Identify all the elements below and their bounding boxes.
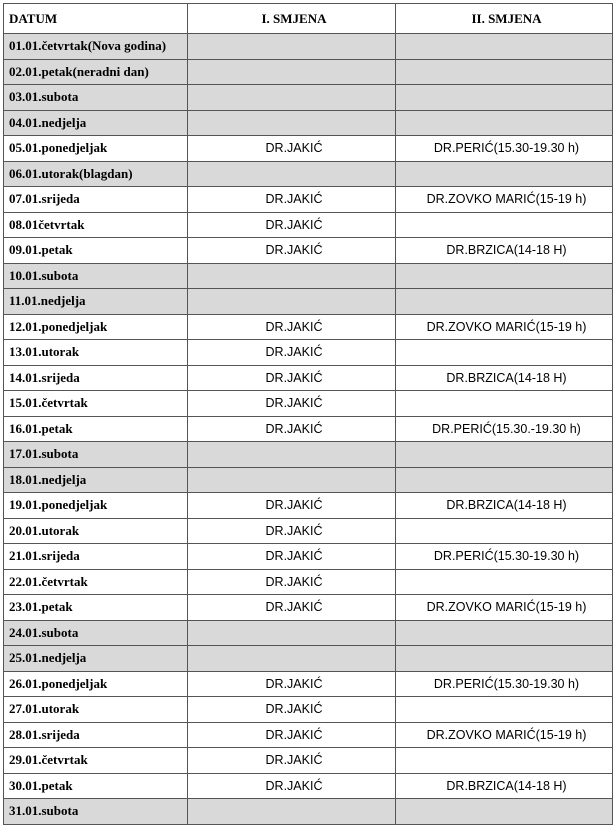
date-cell: 06.01.utorak(blagdan) [4,161,188,187]
table-row [4,161,613,187]
shift-1-cell [188,799,396,825]
shift-1-cell: DR.JAKIĆ [188,569,396,595]
shift-2-cell: DR.BRZICA(14-18 H) [396,493,613,519]
shift-1-cell: DR.JAKIĆ [188,391,396,417]
table-body [4,34,613,825]
shift-1-cell: DR.JAKIĆ [188,544,396,570]
date-cell: 20.01.utorak [4,518,188,544]
table-row [4,569,613,595]
shift-1-cell [188,85,396,111]
date-cell: 26.01.ponedjeljak [4,671,188,697]
table-row [4,136,613,162]
shift-1-cell [188,289,396,315]
shift-2-cell [396,161,613,187]
shift-2-cell: DR.PERIĆ(15.30.-19.30 h) [396,416,613,442]
date-cell: 19.01.ponedjeljak [4,493,188,519]
shift-2-cell: DR.ZOVKO MARIĆ(15-19 h) [396,595,613,621]
shift-2-cell [396,518,613,544]
shift-2-cell: DR.PERIĆ(15.30-19.30 h) [396,544,613,570]
shift-1-cell [188,161,396,187]
shift-1-cell: DR.JAKIĆ [188,365,396,391]
header-date: DATUM [4,4,188,34]
date-cell: 24.01.subota [4,620,188,646]
shift-1-cell: DR.JAKIĆ [188,314,396,340]
date-cell: 27.01.utorak [4,697,188,723]
table-row [4,110,613,136]
shift-2-cell [396,34,613,60]
table-row [4,722,613,748]
shift-1-cell: DR.JAKIĆ [188,722,396,748]
schedule-table [3,3,613,825]
shift-2-cell: DR.PERIĆ(15.30-19.30 h) [396,671,613,697]
date-cell: 03.01.subota [4,85,188,111]
shift-2-cell [396,467,613,493]
shift-2-cell [396,569,613,595]
shift-2-cell [396,85,613,111]
table-row [4,314,613,340]
shift-1-cell: DR.JAKIĆ [188,187,396,213]
date-cell: 09.01.petak [4,238,188,264]
shift-2-cell [396,110,613,136]
shift-1-cell: DR.JAKIĆ [188,595,396,621]
table-row [4,493,613,519]
date-cell: 02.01.petak(neradni dan) [4,59,188,85]
shift-1-cell: DR.JAKIĆ [188,340,396,366]
header-shift-2: II. SMJENA [396,4,613,34]
date-cell: 21.01.srijeda [4,544,188,570]
date-cell: 08.01četvrtak [4,212,188,238]
date-cell: 18.01.nedjelja [4,467,188,493]
shift-1-cell [188,467,396,493]
table-row [4,85,613,111]
shift-2-cell [396,748,613,774]
shift-1-cell [188,646,396,672]
table-row [4,799,613,825]
table-row [4,544,613,570]
date-cell: 13.01.utorak [4,340,188,366]
shift-2-cell: DR.BRZICA(14-18 H) [396,773,613,799]
table-row [4,773,613,799]
date-cell: 12.01.ponedjeljak [4,314,188,340]
date-cell: 10.01.subota [4,263,188,289]
date-cell: 11.01.nedjelja [4,289,188,315]
header-shift-1: I. SMJENA [188,4,396,34]
shift-2-cell [396,212,613,238]
table-row [4,238,613,264]
table-header [4,4,613,34]
date-cell: 29.01.četvrtak [4,748,188,774]
shift-1-cell: DR.JAKIĆ [188,238,396,264]
table-row [4,340,613,366]
shift-2-cell: DR.ZOVKO MARIĆ(15-19 h) [396,314,613,340]
table-row [4,646,613,672]
shift-2-cell [396,620,613,646]
date-cell: 01.01.četvrtak(Nova godina) [4,34,188,60]
table-row [4,697,613,723]
table-row [4,212,613,238]
shift-2-cell [396,340,613,366]
shift-2-cell [396,799,613,825]
shift-2-cell: DR.ZOVKO MARIĆ(15-19 h) [396,187,613,213]
shift-1-cell: DR.JAKIĆ [188,136,396,162]
date-cell: 16.01.petak [4,416,188,442]
table-row [4,416,613,442]
table-row [4,518,613,544]
shift-1-cell: DR.JAKIĆ [188,493,396,519]
date-cell: 31.01.subota [4,799,188,825]
shift-1-cell: DR.JAKIĆ [188,671,396,697]
header-row [4,4,613,34]
shift-2-cell [396,697,613,723]
table-row [4,391,613,417]
date-cell: 05.01.ponedjeljak [4,136,188,162]
shift-1-cell [188,620,396,646]
shift-1-cell [188,442,396,468]
table-row [4,595,613,621]
table-row [4,289,613,315]
date-cell: 22.01.četvrtak [4,569,188,595]
table-row [4,365,613,391]
shift-1-cell: DR.JAKIĆ [188,748,396,774]
date-cell: 30.01.petak [4,773,188,799]
table-row [4,34,613,60]
table-row [4,467,613,493]
shift-2-cell [396,391,613,417]
date-cell: 17.01.subota [4,442,188,468]
shift-2-cell [396,59,613,85]
table-row [4,59,613,85]
shift-2-cell [396,263,613,289]
shift-1-cell [188,110,396,136]
shift-1-cell [188,263,396,289]
shift-1-cell: DR.JAKIĆ [188,518,396,544]
table-row [4,671,613,697]
date-cell: 04.01.nedjelja [4,110,188,136]
shift-1-cell [188,34,396,60]
date-cell: 15.01.četvrtak [4,391,188,417]
date-cell: 25.01.nedjelja [4,646,188,672]
date-cell: 14.01.srijeda [4,365,188,391]
table-row [4,442,613,468]
shift-2-cell [396,442,613,468]
shift-2-cell [396,646,613,672]
shift-1-cell [188,59,396,85]
table-row [4,187,613,213]
shift-2-cell: DR.BRZICA(14-18 H) [396,238,613,264]
shift-2-cell: DR.PERIĆ(15.30-19.30 h) [396,136,613,162]
table-row [4,748,613,774]
table-row [4,620,613,646]
shift-1-cell: DR.JAKIĆ [188,773,396,799]
shift-2-cell [396,289,613,315]
shift-1-cell: DR.JAKIĆ [188,212,396,238]
table-row [4,263,613,289]
shift-1-cell: DR.JAKIĆ [188,416,396,442]
date-cell: 07.01.srijeda [4,187,188,213]
date-cell: 28.01.srijeda [4,722,188,748]
shift-1-cell: DR.JAKIĆ [188,697,396,723]
shift-2-cell: DR.BRZICA(14-18 H) [396,365,613,391]
shift-2-cell: DR.ZOVKO MARIĆ(15-19 h) [396,722,613,748]
date-cell: 23.01.petak [4,595,188,621]
